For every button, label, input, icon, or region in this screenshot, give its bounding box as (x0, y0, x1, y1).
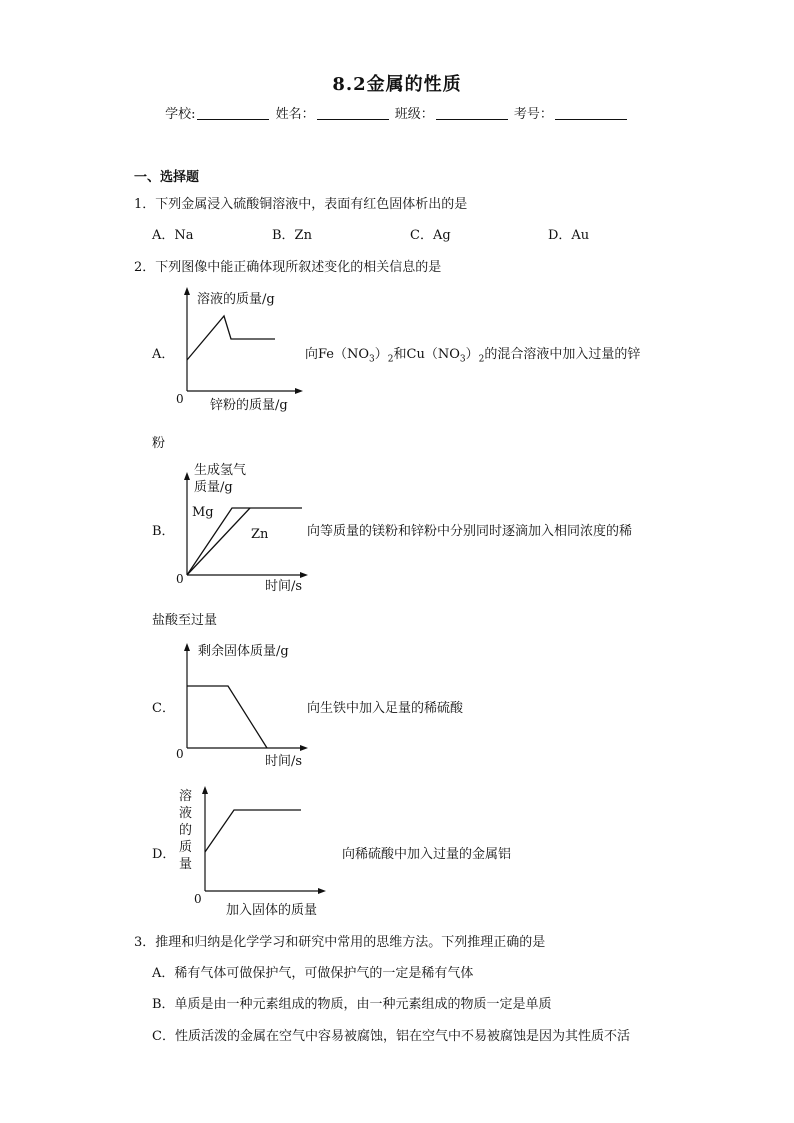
q2-option-d-text: 向稀硫酸中加入过量的金属铝 (342, 847, 512, 862)
chart-d-ylabel-char-4: 质 (179, 840, 193, 855)
chart-b-label-mg: Mg (192, 505, 214, 520)
chart-b-x-arrow (300, 572, 308, 578)
class-label: 班级： (394, 107, 434, 122)
q1-option-a[interactable]: A．Na (152, 228, 194, 243)
q2-option-d-label[interactable]: D． (152, 847, 176, 862)
chart-c-xlabel: 时间/s (265, 754, 303, 769)
chart-d-y-arrow (202, 786, 208, 794)
chart-a-ylabel: 溶液的质量/g (197, 292, 275, 307)
q2-option-a-wrap: 粉 (152, 436, 166, 451)
page-title: 8.2金属的性质 (332, 74, 462, 95)
chart-d-x-arrow (318, 888, 326, 894)
student-info-line (0, 103, 794, 122)
q2-option-c-text: 向生铁中加入足量的稀硫酸 (307, 701, 464, 716)
chart-b-y-arrow (184, 472, 190, 480)
q1-option-c[interactable]: C．Ag (410, 228, 451, 243)
q2-chart-b (170, 460, 315, 595)
q2-option-a-label[interactable]: A． (152, 347, 175, 362)
chart-c-origin: 0 (176, 747, 184, 761)
chart-d-origin: 0 (194, 892, 202, 906)
chart-d-xlabel: 加入固体的质量 (226, 903, 318, 918)
chart-b-ylabel-1: 生成氢气 (194, 463, 247, 478)
q2-option-a-text: 向$Fe(NO_3)_2$和$Cu(NO_3)_2$的混合溶液中加入过量的锌 (305, 347, 641, 365)
name-label: 姓名： (275, 107, 315, 122)
chart-d-ylabel-char-5: 量 (179, 857, 193, 872)
question-3-stem: 3．推理和归纳是化学学习和研究中常用的思维方法。下列推理正确的是 (134, 935, 546, 950)
chart-c-curve (187, 686, 267, 748)
chart-d-curve (205, 810, 301, 852)
exam-no-label: 考号： (513, 107, 553, 122)
q2-chart-c (170, 637, 315, 772)
q3-option-a[interactable]: A．稀有气体可做保护气，可做保护气的一定是稀有气体 (152, 966, 474, 981)
exam-no-blank[interactable] (555, 107, 627, 120)
q2-chart-a (170, 283, 310, 418)
q1-option-d[interactable]: D．Au (548, 228, 590, 243)
class-blank[interactable] (436, 107, 508, 120)
q2-option-b-text: 向等质量的镁粉和锌粉中分别同时逐滴加入相同浓度的稀 (307, 524, 633, 539)
q3-option-c[interactable]: C．性质活泼的金属在空气中容易被腐蚀，铝在空气中不易被腐蚀是因为其性质不活 (152, 1029, 630, 1044)
chart-a-curve (187, 316, 275, 360)
chart-a-xlabel: 锌粉的质量/g (210, 398, 288, 413)
q2-option-c-label[interactable]: C． (152, 701, 175, 716)
chart-c-y-arrow (184, 643, 190, 651)
chart-a-origin: 0 (176, 392, 184, 406)
q1-option-b[interactable]: B．Zn (272, 228, 312, 243)
chart-d-ylabel-char-3: 的 (179, 823, 193, 838)
q3-option-b[interactable]: B．单质是由一种元素组成的物质，由一种元素组成的物质一定是单质 (152, 997, 552, 1012)
section-heading: 一、选择题 (134, 170, 200, 185)
q2-option-b-label[interactable]: B． (152, 524, 175, 539)
chart-c-ylabel: 剩余固体质量/g (198, 644, 289, 659)
chart-a-y-arrow (184, 287, 190, 295)
chart-b-label-zn: Zn (251, 527, 269, 542)
question-2-stem: 2．下列图像中能正确体现所叙述变化的相关信息的是 (134, 260, 442, 275)
chart-b-origin: 0 (176, 572, 184, 586)
chart-b-xlabel: 时间/s (265, 579, 303, 594)
chart-b-ylabel-2: 质量/g (194, 480, 233, 495)
question-1-stem: 1．下列金属浸入硫酸铜溶液中，表面有红色固体析出的是 (134, 197, 468, 212)
school-blank[interactable] (197, 107, 269, 120)
chart-d-ylabel-char-1: 溶 (179, 789, 193, 804)
q2-option-b-wrap: 盐酸至过量 (152, 613, 218, 628)
chart-d-ylabel-char-2: 液 (179, 806, 193, 821)
school-label: 学校: (165, 107, 196, 122)
name-blank[interactable] (317, 107, 389, 120)
chart-c-x-arrow (300, 745, 308, 751)
q2-chart-d (170, 780, 350, 920)
chart-a-x-arrow (295, 388, 303, 394)
